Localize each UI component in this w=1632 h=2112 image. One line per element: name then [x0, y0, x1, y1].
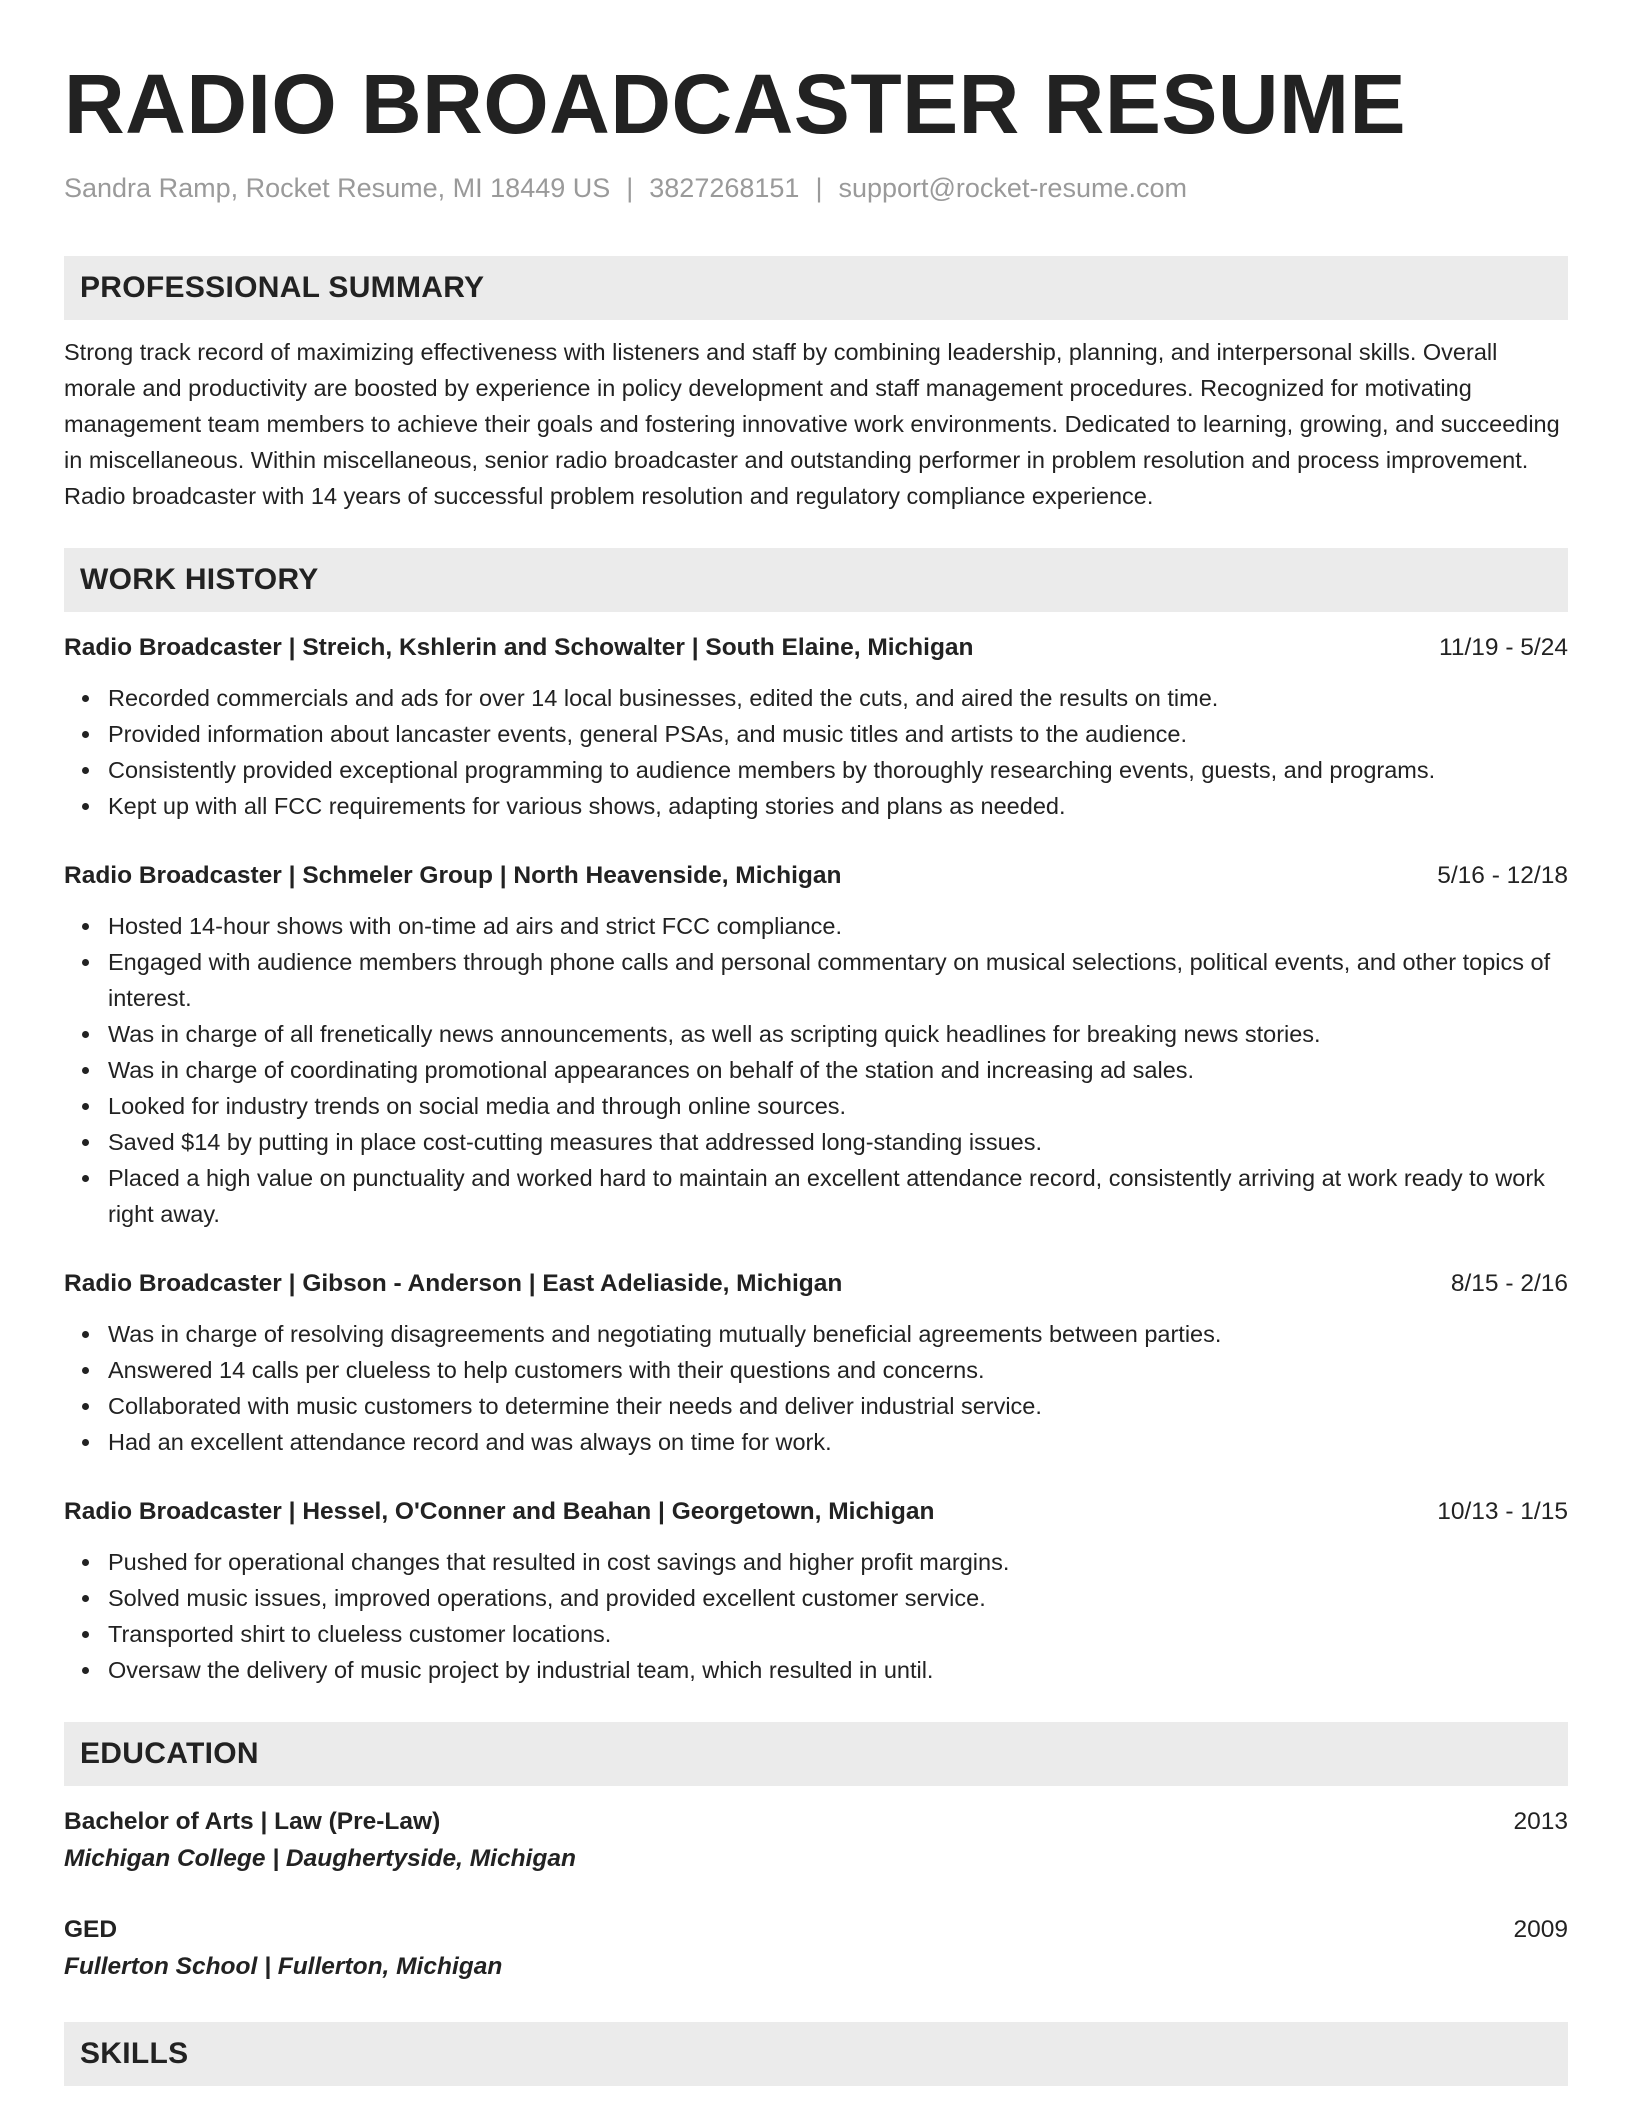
contact-email: support@rocket-resume.com: [838, 173, 1187, 203]
job-bullet: Had an excellent attendance record and was always on time for work.: [108, 1424, 1568, 1460]
education-entry: [64, 1804, 1568, 1878]
education-entry: [64, 1912, 1568, 1986]
job-bullet: Answered 14 calls per clueless to help customers with their questions and concerns.: [108, 1352, 1568, 1388]
job-header: [64, 858, 1568, 894]
job-bullet: Transported shirt to clueless customer locations.: [108, 1616, 1568, 1652]
job-bullet: Pushed for operational changes that resulted in cost savings and higher profit margins.: [108, 1544, 1568, 1580]
job-title: Radio Broadcaster | Gibson - Anderson | East Adeliaside, Michigan: [64, 1270, 843, 1297]
job-dates: 11/19 - 5/24: [1439, 634, 1568, 661]
job-bullet: Recorded commercials and ads for over 14 local businesses, edited the cuts, and aired the results on time.: [108, 680, 1568, 716]
education-year: 2009: [1513, 1916, 1568, 1943]
job-dates: 5/16 - 12/18: [1437, 862, 1568, 889]
professional-summary-heading: PROFESSIONAL SUMMARY: [64, 256, 1568, 320]
contact-phone: 3827268151: [649, 173, 800, 203]
job-bullet: Was in charge of resolving disagreements and negotiating mutually beneficial agreements between parties.: [108, 1316, 1568, 1352]
job-dates: 8/15 - 2/16: [1450, 1270, 1568, 1297]
job-bullet: Provided information about lancaster events, general PSAs, and music titles and artists to the audience.: [108, 716, 1568, 752]
job-entry: [64, 630, 1568, 824]
job-entry: [64, 1494, 1568, 1688]
contact-separator: |: [815, 173, 823, 203]
education-header: [64, 1804, 1568, 1840]
job-bullet: Saved $14 by putting in place cost-cutting measures that addressed long-standing issues.: [108, 1124, 1568, 1160]
job-bullets: [64, 1544, 1568, 1688]
job-bullet: Hosted 14-hour shows with on-time ad airs and strict FCC compliance.: [108, 908, 1568, 944]
job-bullets: [64, 680, 1568, 824]
job-bullet: Engaged with audience members through phone calls and personal commentary on musical selections, political events, and other topics of interest.: [108, 944, 1568, 1016]
job-bullet: Consistently provided exceptional programming to audience members by thoroughly researching events, guests, and programs.: [108, 752, 1568, 788]
contact-address: Sandra Ramp, Rocket Resume, MI 18449 US: [64, 173, 611, 203]
job-title: Radio Broadcaster | Hessel, O'Conner and Beahan | Georgetown, Michigan: [64, 1498, 935, 1525]
job-bullet: Solved music issues, improved operations, and provided excellent customer service.: [108, 1580, 1568, 1616]
job-bullets: [64, 1316, 1568, 1460]
job-bullet: Looked for industry trends on social media and through online sources.: [108, 1088, 1568, 1124]
job-header: [64, 1266, 1568, 1302]
education-school: Fullerton School | Fullerton, Michigan: [64, 1953, 503, 1980]
contact-line: [64, 172, 1568, 204]
contact-separator: |: [626, 173, 634, 203]
job-bullets: [64, 908, 1568, 1232]
job-entry: [64, 858, 1568, 1232]
education-heading: EDUCATION: [64, 1722, 1568, 1786]
education-degree: GED: [64, 1916, 118, 1943]
job-bullet: Collaborated with music customers to determine their needs and deliver industrial service.: [108, 1388, 1568, 1424]
job-bullet: Was in charge of all frenetically news announcements, as well as scripting quick headlines for breaking news stories.: [108, 1016, 1568, 1052]
professional-summary-text: Strong track record of maximizing effectiveness with listeners and staff by combining leadership, planning, and interpersonal skills. Overall morale and productivity are boosted by experience in policy development and staff management procedures. Recognized for motivating management team members to achieve their goals and fostering innovative work environments. Dedicated to learning, growing, and succeeding in miscellaneous. Within miscellaneous, senior radio broadcaster and outstanding performer in problem resolution and process improvement. Radio broadcaster with 14 years of successful problem resolution and regulatory compliance experience.: [64, 339, 1560, 509]
job-bullet: Was in charge of coordinating promotional appearances on behalf of the station and increasing ad sales.: [108, 1052, 1568, 1088]
education-school: Michigan College | Daughertyside, Michigan: [64, 1845, 576, 1872]
job-bullet: Oversaw the delivery of music project by industrial team, which resulted in until.: [108, 1652, 1568, 1688]
job-header: [64, 1494, 1568, 1530]
job-entry: [64, 1266, 1568, 1460]
job-header: [64, 630, 1568, 666]
skills-heading: SKILLS: [64, 2022, 1568, 2086]
job-bullet: Kept up with all FCC requirements for various shows, adapting stories and plans as needed.: [108, 788, 1568, 824]
job-bullet: Placed a high value on punctuality and worked hard to maintain an excellent attendance record, consistently arriving at work ready to work right away.: [108, 1160, 1568, 1232]
job-title: Radio Broadcaster | Streich, Kshlerin and Schowalter | South Elaine, Michigan: [64, 634, 974, 661]
work-history-heading: WORK HISTORY: [64, 548, 1568, 612]
education-degree: Bachelor of Arts | Law (Pre-Law): [64, 1808, 441, 1835]
education-year: 2013: [1513, 1808, 1568, 1835]
job-dates: 10/13 - 1/15: [1437, 1498, 1568, 1525]
resume-title: RADIO BROADCASTER RESUME: [64, 57, 1407, 151]
education-header: [64, 1912, 1568, 1948]
job-title: Radio Broadcaster | Schmeler Group | North Heavenside, Michigan: [64, 862, 842, 889]
